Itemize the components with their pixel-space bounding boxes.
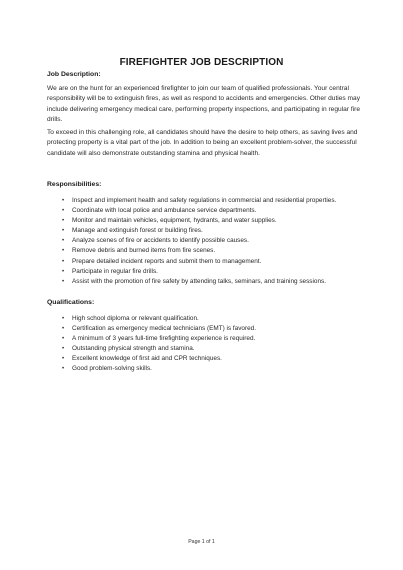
bullet-icon: •	[62, 248, 65, 255]
list-item	[62, 277, 336, 287]
list-item	[62, 314, 256, 324]
list-item-text: Certification as emergency medical technicians (EMT) is favored.	[72, 325, 256, 333]
list-item	[62, 354, 256, 364]
bullet-icon: •	[62, 268, 65, 275]
list-item	[62, 257, 336, 267]
bullet-icon: •	[62, 238, 65, 245]
list-item	[62, 324, 256, 334]
list-item-text: Excellent knowledge of first aid and CPR techniques.	[72, 355, 222, 363]
bullet-icon: •	[62, 366, 65, 373]
list-item-text: A minimum of 3 years full-time firefighting experience is required.	[72, 335, 256, 343]
bullet-icon: •	[62, 218, 65, 225]
list-item	[62, 267, 336, 277]
responsibilities-heading: Responsibilities:	[47, 181, 102, 188]
qualifications-heading: Qualifications:	[47, 299, 95, 306]
list-item-text: Monitor and maintain vehicles, equipment, hydrants, and water supplies.	[72, 217, 277, 225]
bullet-icon: •	[62, 278, 65, 285]
page-title: FIREFIGHTER JOB DESCRIPTION	[119, 57, 284, 68]
list-item-text: Coordinate with local police and ambulance service departments.	[72, 207, 257, 215]
list-item-text: Manage and extinguish forest or building fires.	[72, 227, 203, 235]
list-item-text: Remove debris and burned items from fire scenes.	[72, 247, 216, 255]
list-item	[62, 206, 336, 216]
job-description-heading: Job Description:	[47, 71, 101, 78]
bullet-icon: •	[62, 316, 65, 322]
qualifications-list	[62, 314, 256, 375]
list-item	[62, 236, 336, 246]
list-item	[62, 216, 336, 226]
list-item	[62, 334, 256, 344]
job-description-paragraph-1: We are on the hunt for an experienced firefighter to join our team of qualified professionals. Your central responsibility will be to extinguish fires, as well as respond to accidents and emergencies. Other duties may include delivering emergency medical care, performing property inspections, and participating in regular fire drills.	[47, 85, 360, 124]
bullet-icon: •	[62, 356, 65, 363]
list-item	[62, 364, 256, 374]
list-item-text: Inspect and implement health and safety regulations in commercial and residential properties.	[72, 197, 337, 204]
list-item	[62, 196, 336, 206]
bullet-icon: •	[62, 228, 65, 235]
list-item-text: Prepare detailed incident reports and submit them to management.	[72, 257, 262, 265]
list-item	[62, 344, 256, 354]
bullet-icon: •	[62, 336, 65, 343]
list-item	[62, 226, 336, 236]
bullet-icon: •	[62, 346, 65, 353]
list-item-text: High school diploma or relevant qualification.	[72, 315, 199, 322]
list-item-text: Analyze scenes of fire or accidents to identify possible causes.	[72, 237, 249, 245]
responsibilities-list	[62, 196, 336, 287]
job-description-paragraph-2: To exceed in this challenging role, all candidates should have the desire to help others, as saving lives and protecting property is a vital part of the job. In addition to being an excellent problem-solver, the successful candidate will also demonstrate outstanding stamina and physical health.	[47, 129, 358, 157]
bullet-icon: •	[62, 208, 65, 215]
bullet-icon: •	[62, 258, 65, 265]
list-item-text: Assist with the promotion of fire safety by attending talks, seminars, and training sessions.	[72, 277, 326, 285]
bullet-icon: •	[62, 198, 65, 204]
list-item-text: Participate in regular fire drills.	[72, 267, 158, 275]
page-footer: Page 1 of 1	[188, 539, 215, 545]
list-item-text: Good problem-solving skills.	[72, 365, 152, 373]
list-item	[62, 246, 336, 256]
list-item-text: Outstanding physical strength and stamina.	[72, 345, 195, 353]
bullet-icon: •	[62, 326, 65, 333]
